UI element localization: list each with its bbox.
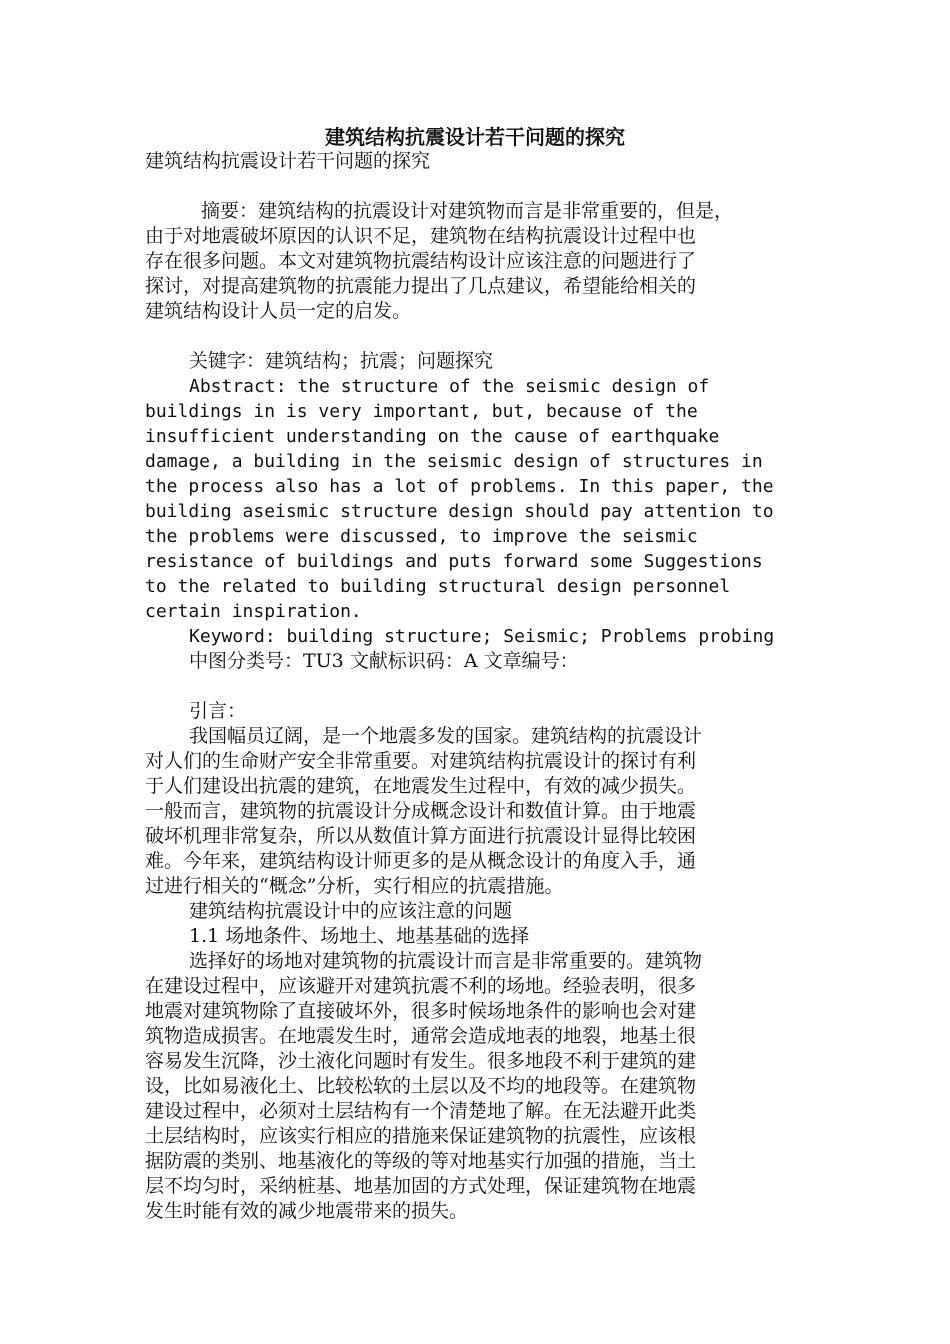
- intro-line: 过进行相关的“概念”分析，实行相应的抗震措施。: [145, 875, 564, 897]
- section-line: 在建设过程中，应该避开对建筑抗震不利的场地。经验表明，很多: [145, 975, 697, 997]
- spacer: [145, 174, 815, 199]
- abstract-en-line: the process also has a lot of problems. In this paper, the: [145, 476, 774, 497]
- abstract-cn-line: 由于对地震破坏原因的认识不足，建筑物在结构抗震设计过程中也: [145, 225, 697, 247]
- intro-line: 破坏机理非常复杂，所以从数值计算方面进行抗震设计显得比较困: [145, 825, 697, 847]
- section-line: 设，比如易液化土、比较松软的土层以及不均的地段等。在建筑物: [145, 1075, 697, 1097]
- intro-line: 于人们建设出抗震的建筑，在地震发生过程中，有效的减少损失。: [145, 775, 697, 797]
- section-heading: 建筑结构抗震设计中的应该注意的问题: [189, 900, 513, 922]
- section-line: 筑物造成损害。在地震发生时，通常会造成地表的地裂，地基土很: [145, 1025, 697, 1047]
- abstract-cn-line: 存在很多问题。本文对建筑物抗震结构设计应该注意的问题进行了: [145, 250, 697, 272]
- document-subtitle: 建筑结构抗震设计若干问题的探究: [145, 150, 431, 172]
- intro-line: 难。今年来，建筑结构设计师更多的是从概念设计的角度入手，通: [145, 850, 697, 872]
- abstract-en-line: buildings in is very important, but, because of the: [145, 401, 698, 422]
- section-line: 土层结构时，应该实行相应的措施来保证建筑物的抗震性，应该根: [145, 1125, 697, 1147]
- intro-heading: 引言：: [189, 700, 247, 722]
- abstract-en-line: damage, a building in the seismic design of structures in: [145, 451, 763, 472]
- abstract-cn-line: 摘要：建筑结构的抗震设计对建筑物而言是非常重要的，但是，: [201, 200, 734, 222]
- section-line: 层不均匀时，采纳桩基、地基加固的方式处理，保证建筑物在地震: [145, 1175, 697, 1197]
- abstract-en-line: Abstract: the structure of the seismic design of: [189, 376, 710, 397]
- abstract-cn-line: 建筑结构设计人员一定的启发。: [145, 300, 412, 322]
- section-line: 容易发生沉降，沙土液化问题时有发生。很多地段不利于建筑的建: [145, 1050, 697, 1072]
- abstract-en: [145, 374, 815, 624]
- abstract-en-line: resistance of buildings and puts forward some Suggestions: [145, 551, 763, 572]
- abstract-en-line: certain inspiration.: [145, 601, 362, 622]
- subsection-heading: 1.1 场地条件、场地土、地基基础的选择: [189, 925, 530, 947]
- intro-line: 对人们的生命财产安全非常重要。对建筑结构抗震设计的探讨有利: [145, 750, 697, 772]
- section-line: 地震对建筑物除了直接破坏外，很多时候场地条件的影响也会对建: [145, 1000, 697, 1022]
- section-line: 建设过程中，必须对土层结构有一个清楚地了解。在无法避开此类: [145, 1100, 697, 1122]
- spacer: [145, 324, 815, 349]
- section-paragraph: [145, 949, 815, 1224]
- keywords-en: Keyword: building structure; Seismic; Problems probing: [189, 626, 775, 647]
- abstract-cn-line: 探讨，对提高建筑物的抗震能力提出了几点建议，希望能给相关的: [145, 275, 697, 297]
- section-line: 发生时能有效的减少地震带来的损失。: [145, 1200, 469, 1222]
- abstract-en-line: building aseismic structure design should pay attention to: [145, 501, 774, 522]
- section-line: 据防震的类别、地基液化的等级的等对地基实行加强的措施，当土: [145, 1150, 697, 1172]
- intro-line: 一般而言，建筑物的抗震设计分成概念设计和数值计算。由于地震: [145, 800, 697, 822]
- classification-line: 中图分类号：TU3 文献标识码：A 文章编号：: [189, 650, 579, 672]
- keywords-cn: 关键字：建筑结构；抗震；问题探究: [189, 350, 494, 372]
- spacer: [145, 674, 815, 699]
- document-title: 建筑结构抗震设计若干问题的探究: [325, 125, 625, 149]
- abstract-cn: [145, 199, 815, 324]
- abstract-en-line: insufficient understanding on the cause of earthquake: [145, 426, 720, 447]
- abstract-en-line: to the related to building structural design personnel: [145, 576, 731, 597]
- intro-paragraph: [145, 724, 815, 899]
- document-body: [145, 149, 815, 1224]
- section-line: 选择好的场地对建筑物的抗震设计而言是非常重要的。建筑物: [189, 950, 703, 972]
- abstract-en-line: the problems were discussed, to improve the seismic: [145, 526, 698, 547]
- intro-line: 我国幅员辽阔，是一个地震多发的国家。建筑结构的抗震设计: [189, 725, 703, 747]
